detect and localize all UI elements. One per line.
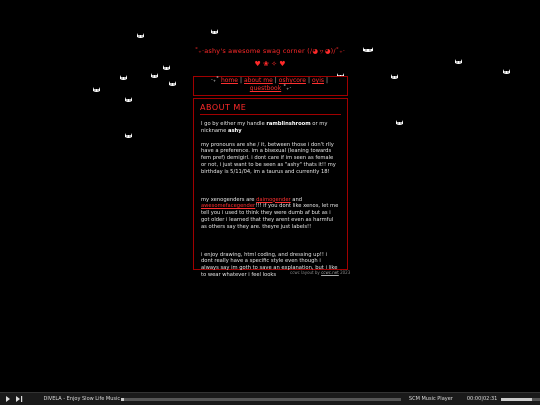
about-paragraph: i enjoy drawing, html coding, and dressing up!! i dont really have a specific style even though i always say im goth to save an explanation, but i like to wear whatever i feel looks — [201, 251, 338, 278]
site-title: ˚₊‧ashy's awesome swag corner (/◕ヮ◕)/˚₊‧ — [194, 47, 346, 55]
link-awesomefacegender[interactable]: awesomefacegender — [201, 203, 256, 210]
seek-fill — [121, 398, 124, 401]
time-readout: 00:00|02:31 — [466, 396, 498, 402]
cursor-sprite-icon — [124, 132, 133, 139]
cursor-sprite-icon — [502, 68, 511, 75]
nav-link-home[interactable]: home — [220, 77, 238, 84]
nickname-text: ashy — [227, 127, 242, 134]
music-player — [0, 392, 540, 405]
play-icon[interactable] — [4, 395, 12, 403]
cursor-sprite-icon — [150, 72, 159, 79]
volume-slider[interactable] — [501, 398, 540, 401]
next-icon[interactable] — [16, 395, 24, 403]
nav-suffix: ˚₊‧ — [283, 85, 292, 92]
track-title: DIVELA - Enjoy Slow Life Music — [43, 396, 121, 402]
nav-link-oshycore[interactable]: oshycore — [278, 77, 306, 84]
cursor-sprite-icon — [168, 80, 177, 87]
about-heading: ABOUT ME — [200, 103, 341, 115]
layout-credit: ccwc layout by ccwc.net 2023 — [290, 270, 351, 275]
nav-prefix: ‧₊˚ — [210, 77, 220, 84]
volume-fill — [501, 398, 532, 401]
player-brand: SCM Music Player — [408, 396, 453, 402]
cursor-sprite-icon — [119, 74, 128, 81]
nav-link-about-me[interactable]: about me — [244, 77, 273, 84]
nav-link-guestbook[interactable]: guestbook — [249, 85, 282, 92]
handle-text: ramblinshroom — [266, 121, 311, 127]
cursor-sprite-icon — [395, 119, 404, 126]
cursor-sprite-icon — [92, 86, 101, 93]
seek-bar[interactable] — [121, 398, 401, 401]
link-daimogender[interactable]: daimogender — [256, 196, 291, 203]
cursor-sprite-icon — [210, 28, 219, 35]
site-decoration: ♥ ❀ ✧ ♥ — [254, 60, 286, 68]
credit-link[interactable]: ccwc.net — [321, 270, 339, 275]
cursor-sprite-icon — [390, 73, 399, 80]
about-paragraph: I go by either my handle ramblinshroom or my nickname ashy — [201, 121, 328, 134]
nav-link-oyis[interactable]: oyis — [311, 77, 324, 84]
about-paragraph: my pronouns are she / it, between those i don't rlly have a preference. im a bisexual (leaning towards fem pref) demigirl. i dont care if im seen as female or not, i just want to be seen as "ashy" thats it!! my birthday is 5/11/04, im a taurus and currently 18! — [201, 141, 336, 175]
nav-bar: ‧₊˚ home | about me | oshycore | oyis | guestbook ˚₊‧ — [193, 76, 348, 96]
cursor-sprite-icon — [124, 96, 133, 103]
cursor-sprite-icon — [136, 32, 145, 39]
about-paragraph: my xenogenders are daimogender and awesomefacegender!!! if you dont like xenos, let me tell you i used to think they were dumb af but as i got older i learned that they arent even as harmful as others say they are. theyre just labels!! — [201, 196, 339, 230]
about-body — [194, 119, 347, 288]
